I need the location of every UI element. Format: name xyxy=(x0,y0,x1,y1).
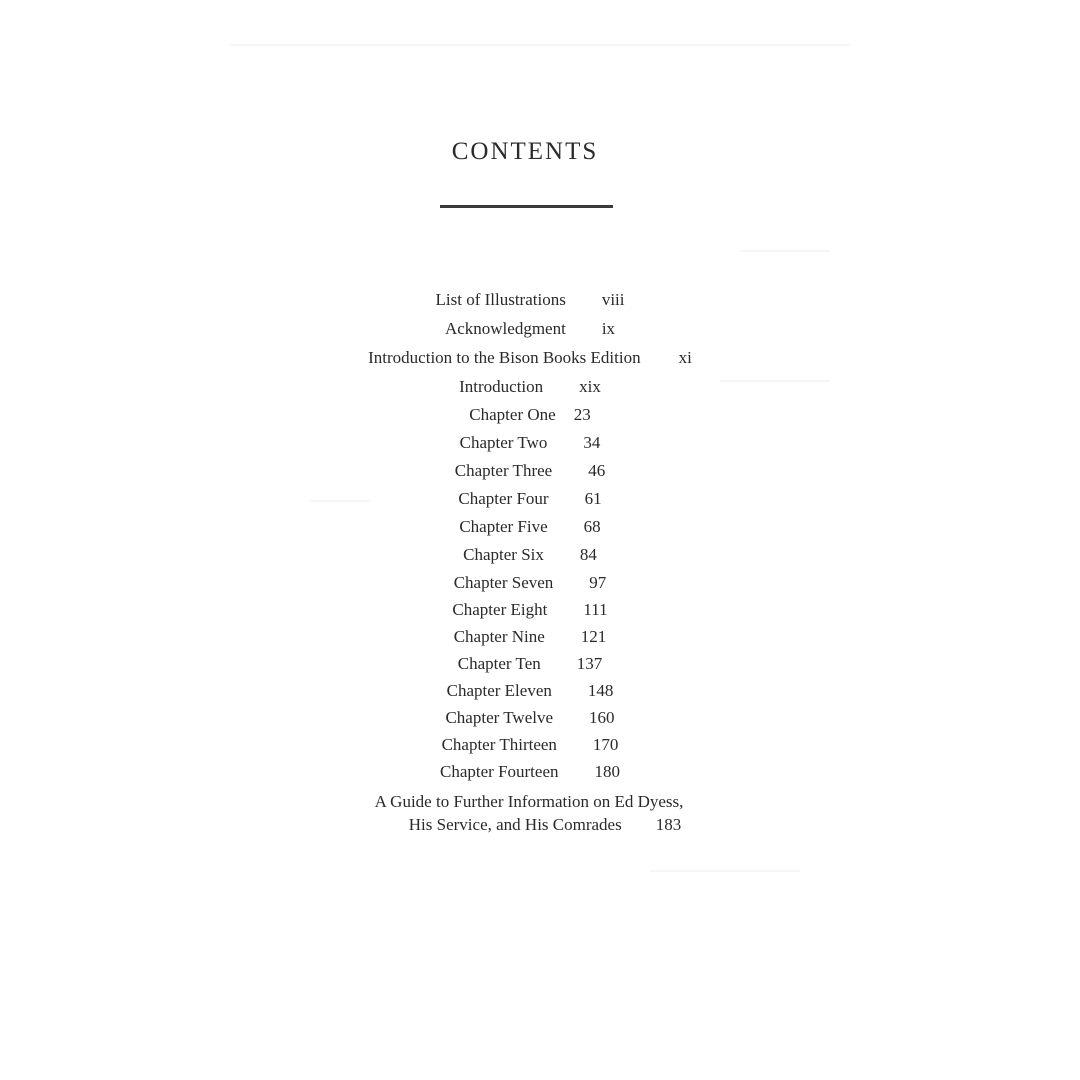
toc-entry xyxy=(0,544,1060,566)
toc-entry-title: Chapter Eight xyxy=(452,600,548,619)
toc-entry-title-line2 xyxy=(0,813,1068,836)
toc-entry xyxy=(0,653,1060,675)
toc-entry-page: 137 xyxy=(576,654,603,673)
toc-entry xyxy=(0,626,1060,648)
toc-entry-page: 183 xyxy=(655,815,682,834)
toc-entry-page: 34 xyxy=(583,433,601,452)
toc-entry-page: xi xyxy=(678,348,692,367)
toc-entry-page: viii xyxy=(601,290,625,309)
toc-entry-page: xix xyxy=(579,377,601,396)
show-through-mark xyxy=(740,250,830,252)
toc-entry xyxy=(0,318,1060,340)
toc-entry-page: 84 xyxy=(579,545,597,564)
toc-entry-page: 111 xyxy=(583,600,608,619)
toc-entry xyxy=(0,376,1060,398)
toc-entry xyxy=(0,516,1060,538)
toc-entry-page: 97 xyxy=(589,573,607,592)
toc-entry-title: His Service, and His Comrades xyxy=(408,815,622,834)
toc-entry-title: Chapter Nine xyxy=(453,627,545,646)
toc-entry xyxy=(0,289,1060,311)
toc-entry xyxy=(0,460,1060,482)
toc-entry-title: Introduction xyxy=(459,377,544,396)
toc-entry-title: Chapter Eleven xyxy=(446,681,552,700)
toc-entry xyxy=(0,488,1060,510)
toc-entry-guide xyxy=(0,790,1068,836)
toc-entry xyxy=(0,680,1060,702)
toc-entry-title: Chapter Twelve xyxy=(445,708,554,727)
page-title: CONTENTS xyxy=(451,138,599,165)
toc-entry-title: A Guide to Further Information on Ed Dyess, xyxy=(374,792,684,811)
toc-entry-title: Chapter Five xyxy=(459,517,548,536)
toc-entry xyxy=(0,734,1060,756)
toc-entry-title: Chapter Three xyxy=(454,461,553,480)
toc-entry-title: Chapter Two xyxy=(459,433,548,452)
toc-entry-title: Chapter Six xyxy=(463,545,544,564)
toc-entry-title: List of Illustrations xyxy=(435,290,566,309)
toc-entry xyxy=(0,707,1060,729)
toc-entry xyxy=(0,432,1060,454)
toc-entry-page: 160 xyxy=(589,708,615,727)
toc-entry-page: 148 xyxy=(587,681,614,700)
toc-entry xyxy=(0,347,1060,369)
toc-entry xyxy=(0,599,1060,621)
toc-entry-page: 68 xyxy=(583,517,601,536)
show-through-mark xyxy=(230,44,850,46)
toc-entry xyxy=(0,572,1060,594)
toc-entry-title: Chapter Seven xyxy=(453,573,554,592)
toc-entry-title: Chapter Thirteen xyxy=(441,735,557,754)
toc-entry-title: Acknowledgment xyxy=(444,319,566,338)
toc-entry xyxy=(0,404,1060,426)
toc-entry xyxy=(0,761,1060,783)
toc-entry-title: Chapter Ten xyxy=(457,654,541,673)
toc-entry-title: Chapter Fourteen xyxy=(440,762,559,781)
toc-entry-page: 23 xyxy=(573,405,591,424)
toc-entry-page: 170 xyxy=(592,735,619,754)
toc-entry-title: Chapter Four xyxy=(458,489,549,508)
toc-entry-page: 180 xyxy=(594,762,620,781)
show-through-mark xyxy=(650,870,800,872)
title-rule xyxy=(440,205,613,208)
toc-entry-page: ix xyxy=(601,319,616,338)
toc-entry-title: Chapter One xyxy=(469,405,556,424)
toc-entry-page: 46 xyxy=(588,461,606,480)
toc-entry-title: Introduction to the Bison Books Edition xyxy=(368,348,641,367)
toc-entry-page: 121 xyxy=(580,627,607,646)
toc-entry-page: 61 xyxy=(584,489,602,508)
